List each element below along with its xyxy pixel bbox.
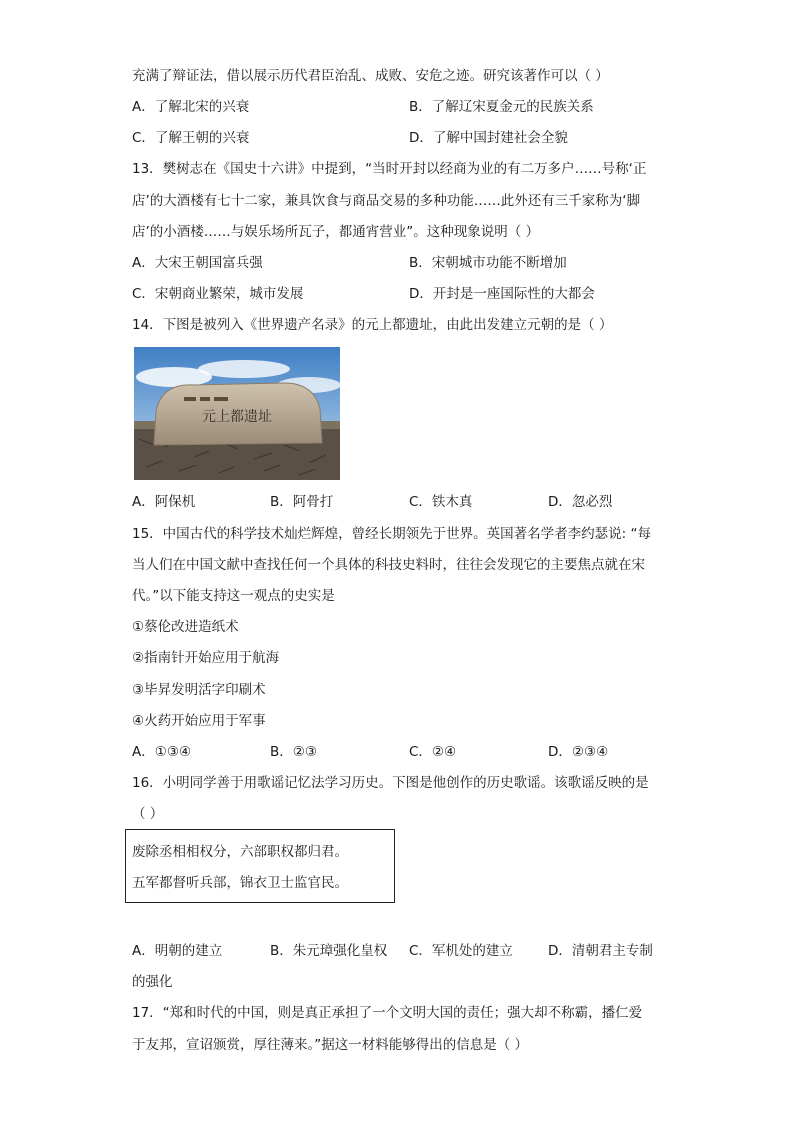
q15-stem-line1: 15．中国古代的科学技术灿烂辉煌，曾经长期领先于世界。英国著名学者李约瑟说: “每 [132, 526, 652, 542]
q17-stem-line1: 17．“郑和时代的中国，则是真正承担了一个文明大国的责任；强大却不称霸，播仁爱 [132, 1005, 643, 1021]
q13-option-c: C．宋朝商业繁荣，城市发展 [132, 286, 304, 302]
q12-option-a: A．了解北宋的兴衰 [132, 99, 250, 115]
q14-option-c: C．铁木真 [409, 494, 473, 510]
q14-option-b: B．阿骨打 [270, 494, 334, 510]
q16-ballad-box [125, 829, 395, 903]
q15-stem-line2: 当人们在中国文献中查找任何一个具体的科技史料时，往往会发现它的主要焦点就在宋 [132, 557, 645, 573]
q12-option-c: C．了解王朝的兴衰 [132, 130, 250, 146]
q15-option-a: A．①③④ [132, 744, 192, 760]
q13-option-a: A．大宋王朝国富兵强 [132, 255, 263, 271]
q16-stem-line2: （ ） [132, 806, 164, 822]
q12-option-b: B．了解辽宋夏金元的民族关系 [409, 99, 594, 115]
q17-stem-line2: 于友邦，宣诏颁赏，厚往薄来。”据这一材料能够得出的信息是（ ） [132, 1037, 529, 1053]
q13-stem-line2: 店’的大酒楼有七十二家，兼具饮食与商品交易的多种功能……此外还有三千家称为‘脚 [132, 193, 641, 209]
q15-option-d: D．②③④ [548, 744, 609, 760]
q15-option-b: B．②③ [270, 744, 317, 760]
q14-option-a: A．阿保机 [132, 494, 196, 510]
q16-option-b: B．朱元璋强化皇权 [270, 943, 388, 959]
q16-stem-line1: 16．小明同学善于用歌谣记忆法学习历史。下图是他创作的历史歌谣。该歌谣反映的是 [132, 775, 649, 791]
q15-item-1: ①蔡伦改进造纸术 [132, 619, 239, 635]
ballad-line-1: 废除丞相相权分，六部职权都归君。 [132, 844, 348, 860]
q16-option-a: A．明朝的建立 [132, 943, 223, 959]
yuan-shangdu-site-photo [134, 347, 340, 480]
q13-stem-line1: 13．樊树志在《国史十六讲》中提到，“当时开封以经商为业的有二万多户……号称‘正 [132, 161, 647, 177]
q14-option-d: D．忽必烈 [548, 494, 613, 510]
q15-item-4: ④火药开始应用于军事 [132, 713, 266, 729]
q16-option-d-continuation: 的强化 [132, 974, 173, 990]
q16-option-c: C．军机处的建立 [409, 943, 513, 959]
q15-option-c: C．②④ [409, 744, 457, 760]
ballad-line-2: 五军都督听兵部，锦衣卫士监官民。 [132, 875, 348, 891]
q12-stem: 充满了辩证法，借以展示历代君臣治乱、成败、安危之迹。研究该著作可以（ ） [132, 68, 609, 84]
q16-option-d: D．清朝君主专制 [548, 943, 653, 959]
q15-item-3: ③毕昇发明活字印刷术 [132, 682, 266, 698]
q15-item-2: ②指南针开始应用于航海 [132, 650, 280, 666]
q13-option-b: B．宋朝城市功能不断增加 [409, 255, 567, 271]
q14-stem: 14．下图是被列入《世界遗产名录》的元上都遗址，由此出发建立元朝的是（ ） [132, 317, 613, 333]
q12-option-d: D．了解中国封建社会全貌 [409, 130, 568, 146]
q13-option-d: D．开封是一座国际性的大都会 [409, 286, 595, 302]
photo-inscription: 元上都遗址 [202, 409, 272, 425]
q15-stem-line3: 代。”以下能支持这一观点的史实是 [132, 588, 335, 604]
q13-stem-line3: 店’的小酒楼……与娱乐场所瓦子，都通宵营业”。这种现象说明（ ） [132, 224, 540, 240]
